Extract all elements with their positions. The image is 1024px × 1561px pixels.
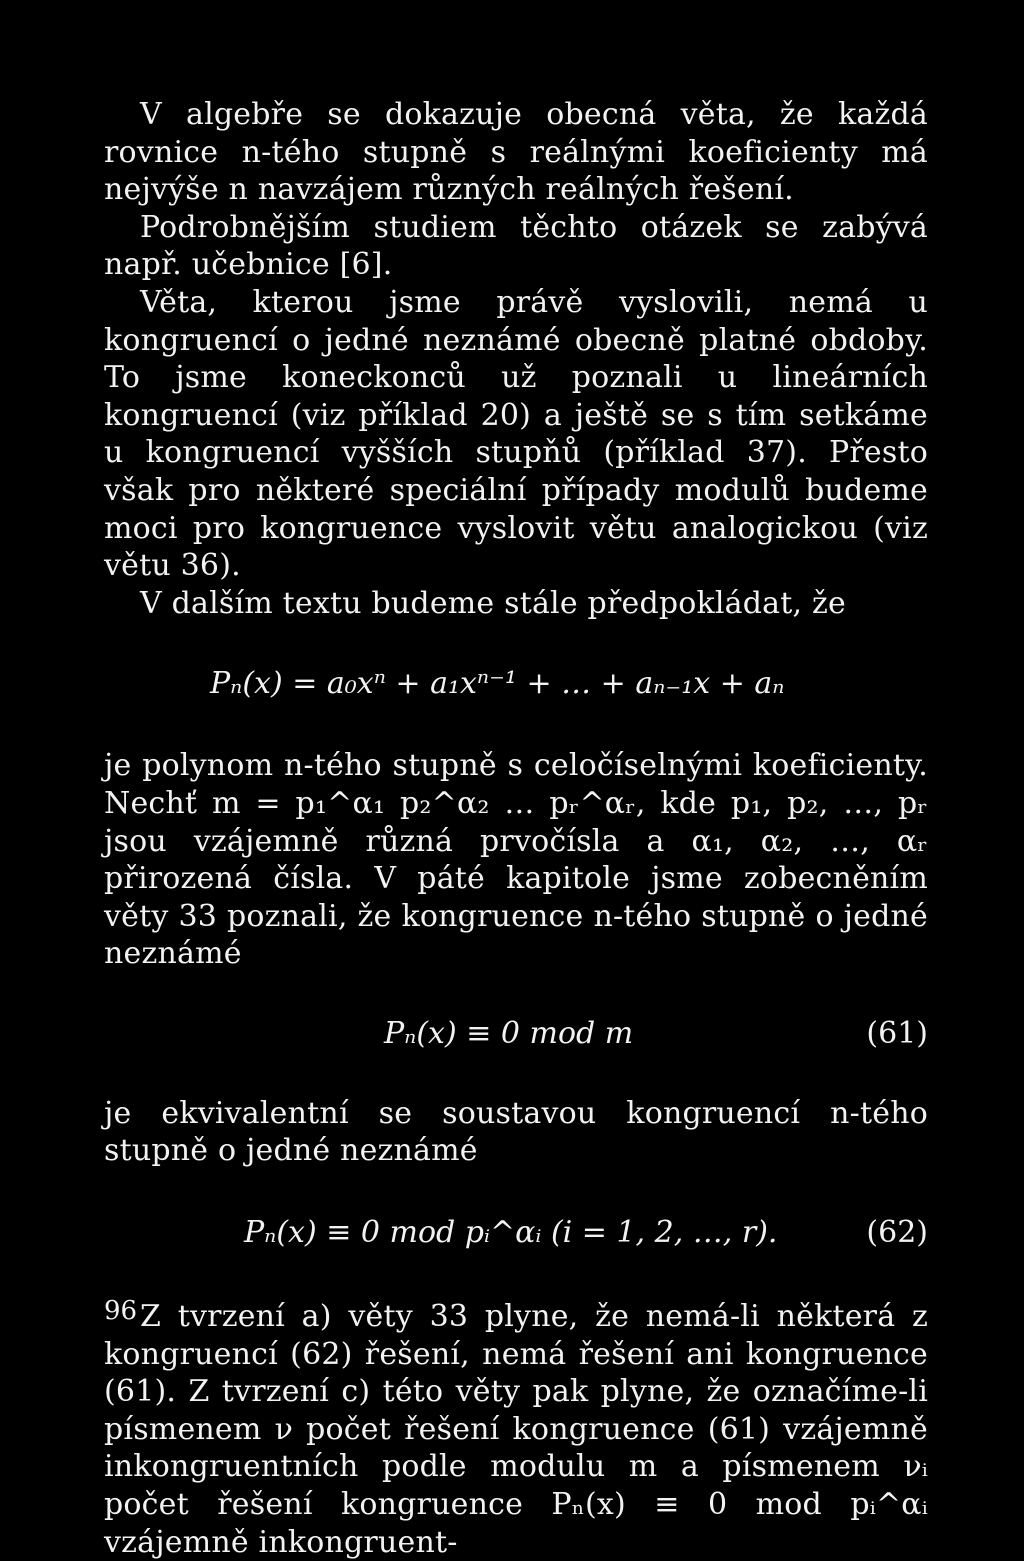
equation-polynomial-expression: Pₙ(x) = a₀xⁿ + a₁xⁿ⁻¹ + … + aₙ₋₁x + aₙ [210,666,785,702]
paragraph-5: je polynom n-tého stupně s celočíselnými koeficienty. Nechť m = p₁^α₁ p₂^α₂ … pᵣ^αᵣ, kde p₁, p₂, …, pᵣ jsou vzájemně různá prvočísla a α₁, α₂, …, αᵣ přirozená čísla. V páté kapitole jsme zobecněním věty 33 poznali, že kongruence n-tého stupně o jedné neznámé [104,748,928,972]
equation-62-expression: Pₙ(x) ≡ 0 mod pᵢ^αᵢ (i = 1, 2, …, r). [244,1215,778,1251]
paragraph-3: Věta, kterou jsme právě vyslovili, nemá u kongruencí o jedné neznámé obecně platné obdoby. To jsme koneckonců už poznali u lineárních kongruencí (viz příklad 20) a ještě se s tím setkáme u kongruencí vyšších stupňů (příklad 37). Přesto však pro některé speciální případy modulů budeme moci pro kongruence vyslovit větu analogickou (viz větu 36). [104,284,928,584]
page-content [104,96,928,1560]
paragraph-7: Z tvrzení a) věty 33 plyne, že nemá-li některá z kongruencí (62) řešení, nemá řešení ani kongruence (61). Z tvrzení c) této věty pak plyne, že označíme-li písmenem ν počet řešení kongruence (61) vzájemně inkongruentních podle modulu m a písmenem νᵢ počet řešení kongruence Pₙ(x) ≡ 0 mod pᵢ^αᵢ vzájemně inkongruent- [104,1299,928,1560]
paragraph-6: je ekvivalentní se soustavou kongruencí n-tého stupně o jedné neznámé [104,1095,928,1169]
equation-62 [104,1214,928,1252]
equation-61-label: (61) [866,1015,928,1051]
equation-61 [104,1015,928,1053]
paragraph-2: Podrobnějším studiem těchto otázek se zabývá např. učebnice [6]. [104,209,928,283]
page-number: 96 [104,1296,138,1326]
equation-61-expression: Pₙ(x) ≡ 0 mod m [384,1015,634,1051]
equation-polynomial [104,665,928,703]
paragraph-4: V dalším textu budeme stále předpokládat, že [140,585,846,621]
paragraph-1: V algebře se dokazuje obecná věta, že každá rovnice n-tého stupně s reálnými koeficienty má nejvýše n navzájem různých reálných řešení. [104,97,928,208]
equation-62-label: (62) [866,1215,928,1251]
